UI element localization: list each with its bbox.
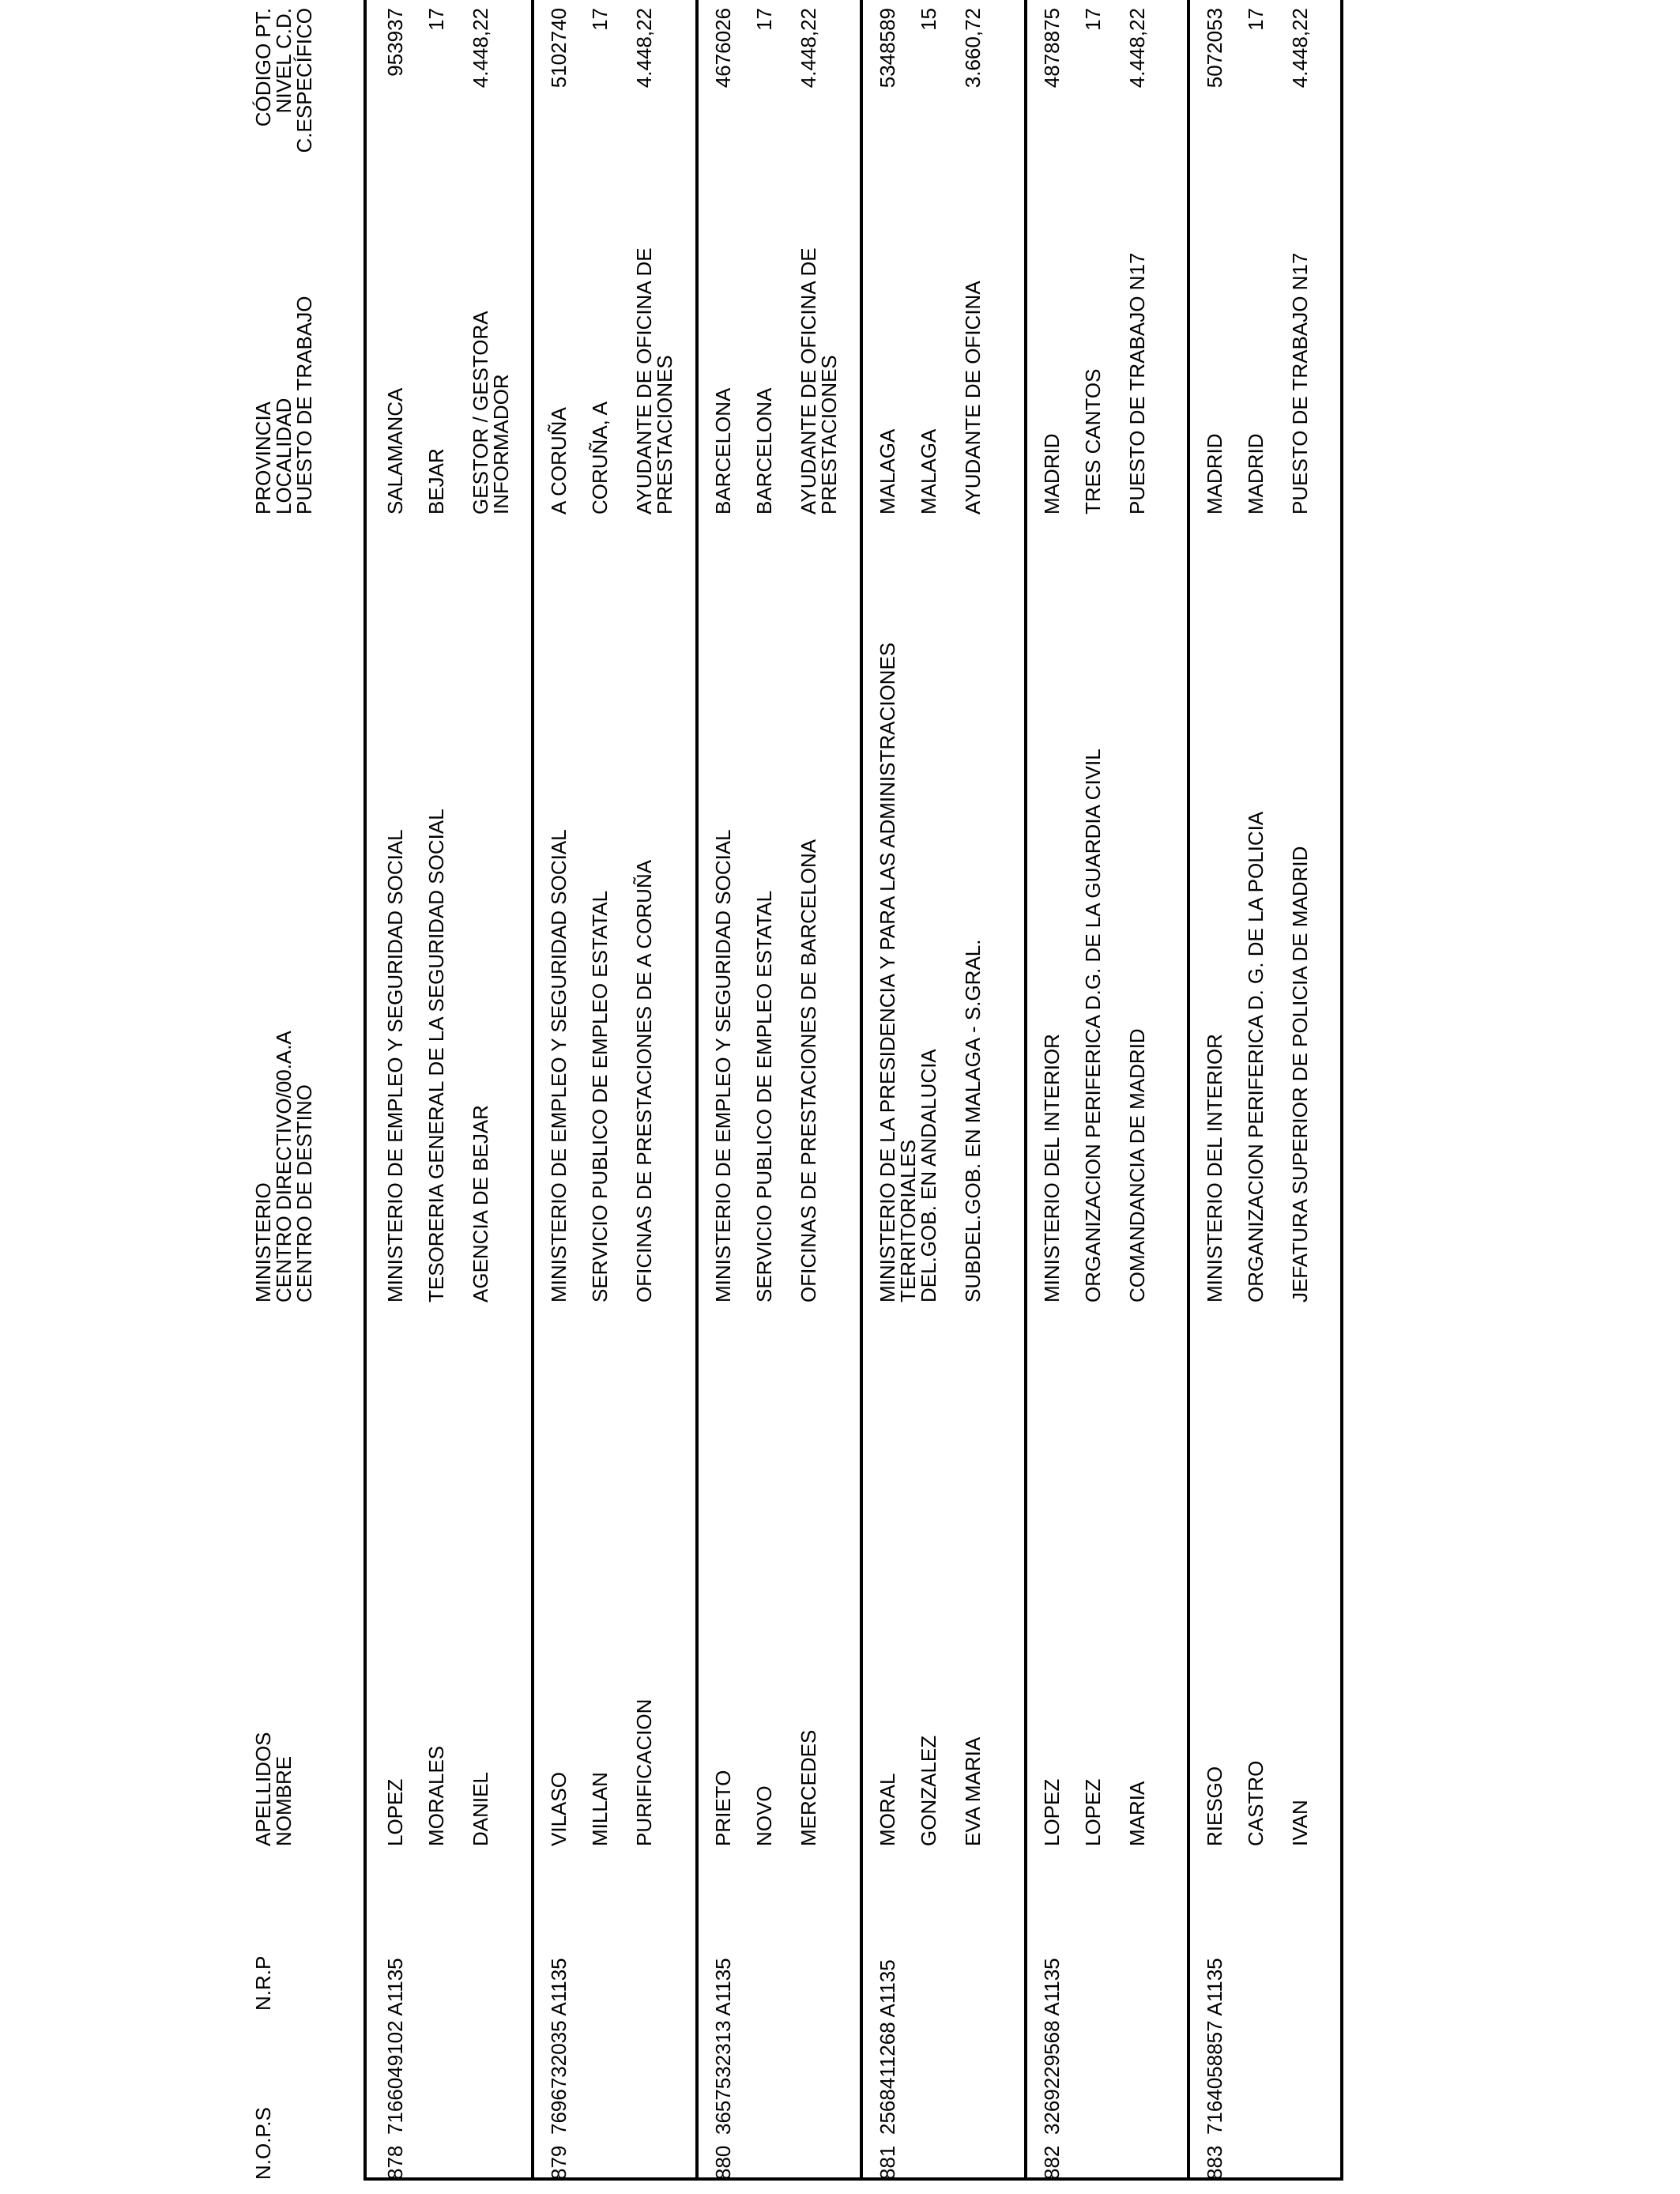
row-apellido2: NOVO (752, 1785, 776, 1846)
header-nops: N.O.P.S (251, 2106, 275, 2180)
row-apellido2: CASTRO (1244, 1760, 1268, 1846)
header-especifico: C.ESPECÍFICO (292, 8, 316, 153)
header-puesto: PUESTO DE TRABAJO (292, 296, 316, 515)
header-localidad: LOCALIDAD (272, 398, 296, 515)
row-codigo: 4878875 (1040, 8, 1064, 89)
header-nombre: NOMBRE (272, 1755, 296, 1846)
header-apellidos: APELLIDOS (251, 1732, 275, 1846)
row-centro-destino: SUBDEL.GOB. EN MALAGA - S.GRAL. (961, 939, 985, 1302)
header-provincia: PROVINCIA (251, 401, 275, 515)
row-puesto: GESTOR / GESTORA (469, 311, 492, 515)
row-ministerio: MINISTERIO DE EMPLEO Y SEGURIDAD SOCIAL (547, 829, 571, 1302)
header-nrp: N.R.P (251, 1955, 275, 2011)
row-centro-destino: JEFATURA SUPERIOR DE POLICIA DE MADRID (1288, 846, 1312, 1302)
row-separator (531, 0, 534, 2181)
row-provincia: MADRID (1203, 433, 1226, 515)
row-nivel: 17 (1081, 8, 1105, 31)
row-provincia: SALAMANCA (383, 387, 407, 515)
row-localidad: BARCELONA (752, 387, 776, 515)
row-centro-directivo: ORGANIZACION PERIFERICA D. G. DE LA POLICIA (1244, 811, 1268, 1302)
row-nivel: 15 (917, 8, 940, 31)
row-apellido1: LOPEZ (383, 1778, 407, 1846)
row-provincia: A CORUÑA (547, 407, 571, 515)
row-nombre: MERCEDES (797, 1729, 820, 1846)
header-ministerio: MINISTERIO (251, 1182, 275, 1302)
row-separator (695, 0, 699, 2181)
row-provincia: MALAGA (876, 428, 899, 515)
row-nrp: 3657532313 A1135 (711, 1958, 735, 2135)
row-nrp: 7164058857 A1135 (1203, 1958, 1226, 2135)
row-especifico: 3.660,72 (961, 8, 985, 89)
row-codigo: 4676026 (711, 8, 735, 89)
row-nivel: 17 (588, 8, 612, 31)
row-puesto-line2: INFORMADOR (489, 374, 513, 515)
row-centro-destino: OFICINAS DE PRESTACIONES DE A CORUÑA (632, 859, 656, 1302)
row-provincia: BARCELONA (711, 387, 735, 515)
row-ministerio-line2: TERRITORIALES (896, 1139, 920, 1302)
row-nivel: 17 (1244, 8, 1268, 31)
row-nops: 881 (876, 2145, 899, 2180)
row-ministerio: MINISTERIO DEL INTERIOR (1040, 1034, 1064, 1302)
row-centro-destino: AGENCIA DE BEJAR (469, 1105, 492, 1302)
header-nivel: NIVEL C.D. (272, 8, 296, 114)
row-separator (1187, 0, 1190, 2181)
row-codigo: 5102740 (547, 8, 571, 89)
row-centro-directivo: TESORERIA GENERAL DE LA SEGURIDAD SOCIAL (424, 809, 448, 1302)
row-puesto-line2: PRESTACIONES (653, 355, 676, 515)
row-separator (1024, 0, 1027, 2181)
row-nivel: 17 (424, 8, 448, 31)
row-especifico: 4.448,22 (1288, 8, 1312, 89)
row-nombre: IVAN (1288, 1800, 1312, 1846)
row-ministerio: MINISTERIO DE EMPLEO Y SEGURIDAD SOCIAL (383, 829, 407, 1302)
row-especifico: 4.448,22 (1125, 8, 1149, 89)
row-puesto: AYUDANTE DE OFICINA DE (797, 247, 820, 515)
row-nrp: 3269229568 A1135 (1040, 1958, 1064, 2135)
row-codigo: 953937 (383, 8, 407, 77)
row-centro-directivo: ORGANIZACION PERIFERICA D.G. DE LA GUARDIA CIVIL (1081, 748, 1105, 1302)
row-nops: 883 (1203, 2145, 1226, 2180)
row-apellido2: MILLAN (588, 1772, 612, 1846)
row-nrp: 7166049102 A1135 (383, 1958, 407, 2135)
row-apellido2: MORALES (424, 1745, 448, 1846)
row-localidad: CORUÑA, A (588, 401, 612, 515)
row-apellido1: PRIETO (711, 1770, 735, 1846)
row-nombre: PURIFICACION (632, 1698, 656, 1846)
row-especifico: 4.448,22 (469, 8, 492, 89)
row-nombre: MARIA (1125, 1781, 1149, 1846)
row-puesto: PUESTO DE TRABAJO N17 (1288, 252, 1312, 515)
row-apellido1: RIESGO (1203, 1766, 1226, 1846)
row-nrp: 7696732035 A1135 (547, 1958, 571, 2135)
row-provincia: MADRID (1040, 433, 1064, 515)
row-puesto: AYUDANTE DE OFICINA (961, 281, 985, 515)
row-nops: 880 (711, 2145, 735, 2180)
row-centro-directivo: SERVICIO PUBLICO DE EMPLEO ESTATAL (752, 890, 776, 1302)
table-frame (363, 0, 1343, 2181)
row-nops: 878 (383, 2145, 407, 2180)
row-nops: 879 (547, 2145, 571, 2180)
header-codigo: CÓDIGO PT. (251, 8, 275, 127)
row-apellido1: LOPEZ (1040, 1778, 1064, 1846)
row-ministerio: MINISTERIO DEL INTERIOR (1203, 1034, 1226, 1302)
row-nombre: DANIEL (469, 1772, 492, 1846)
row-apellido2: LOPEZ (1081, 1778, 1105, 1846)
row-nivel: 17 (752, 8, 776, 31)
row-separator (860, 0, 863, 2181)
row-puesto-line2: PRESTACIONES (817, 355, 841, 515)
row-ministerio: MINISTERIO DE EMPLEO Y SEGURIDAD SOCIAL (711, 829, 735, 1302)
row-apellido2: GONZALEZ (917, 1735, 940, 1846)
row-centro-destino: COMANDANCIA DE MADRID (1125, 1028, 1149, 1302)
row-localidad: BEJAR (424, 448, 448, 515)
row-localidad: MALAGA (917, 428, 940, 515)
row-ministerio: MINISTERIO DE LA PRESIDENCIA Y PARA LAS ADMINISTRACIONES (876, 642, 899, 1302)
row-puesto: AYUDANTE DE OFICINA DE (632, 247, 656, 515)
row-codigo: 5348589 (876, 8, 899, 89)
row-nombre: EVA MARIA (961, 1736, 985, 1846)
row-especifico: 4.448,22 (797, 8, 820, 89)
row-nrp: 2568411268 A1135 (876, 1959, 899, 2135)
header-centro-directivo: CENTRO DIRECTIVO/00.A.A (272, 1031, 296, 1302)
row-centro-destino: OFICINAS DE PRESTACIONES DE BARCELONA (797, 839, 820, 1302)
row-centro-directivo: SERVICIO PUBLICO DE EMPLEO ESTATAL (588, 890, 612, 1302)
row-puesto: PUESTO DE TRABAJO N17 (1125, 252, 1149, 515)
row-localidad: MADRID (1244, 433, 1268, 515)
header-centro-destino: CENTRO DE DESTINO (292, 1084, 316, 1302)
row-nops: 882 (1040, 2145, 1064, 2180)
row-localidad: TRES CANTOS (1081, 368, 1105, 515)
row-apellido1: MORAL (876, 1773, 899, 1846)
row-codigo: 5072053 (1203, 8, 1226, 89)
row-centro-directivo: DEL.GOB. EN ANDALUCIA (917, 1049, 940, 1302)
row-especifico: 4.448,22 (632, 8, 656, 89)
row-apellido1: VILASO (547, 1772, 571, 1846)
